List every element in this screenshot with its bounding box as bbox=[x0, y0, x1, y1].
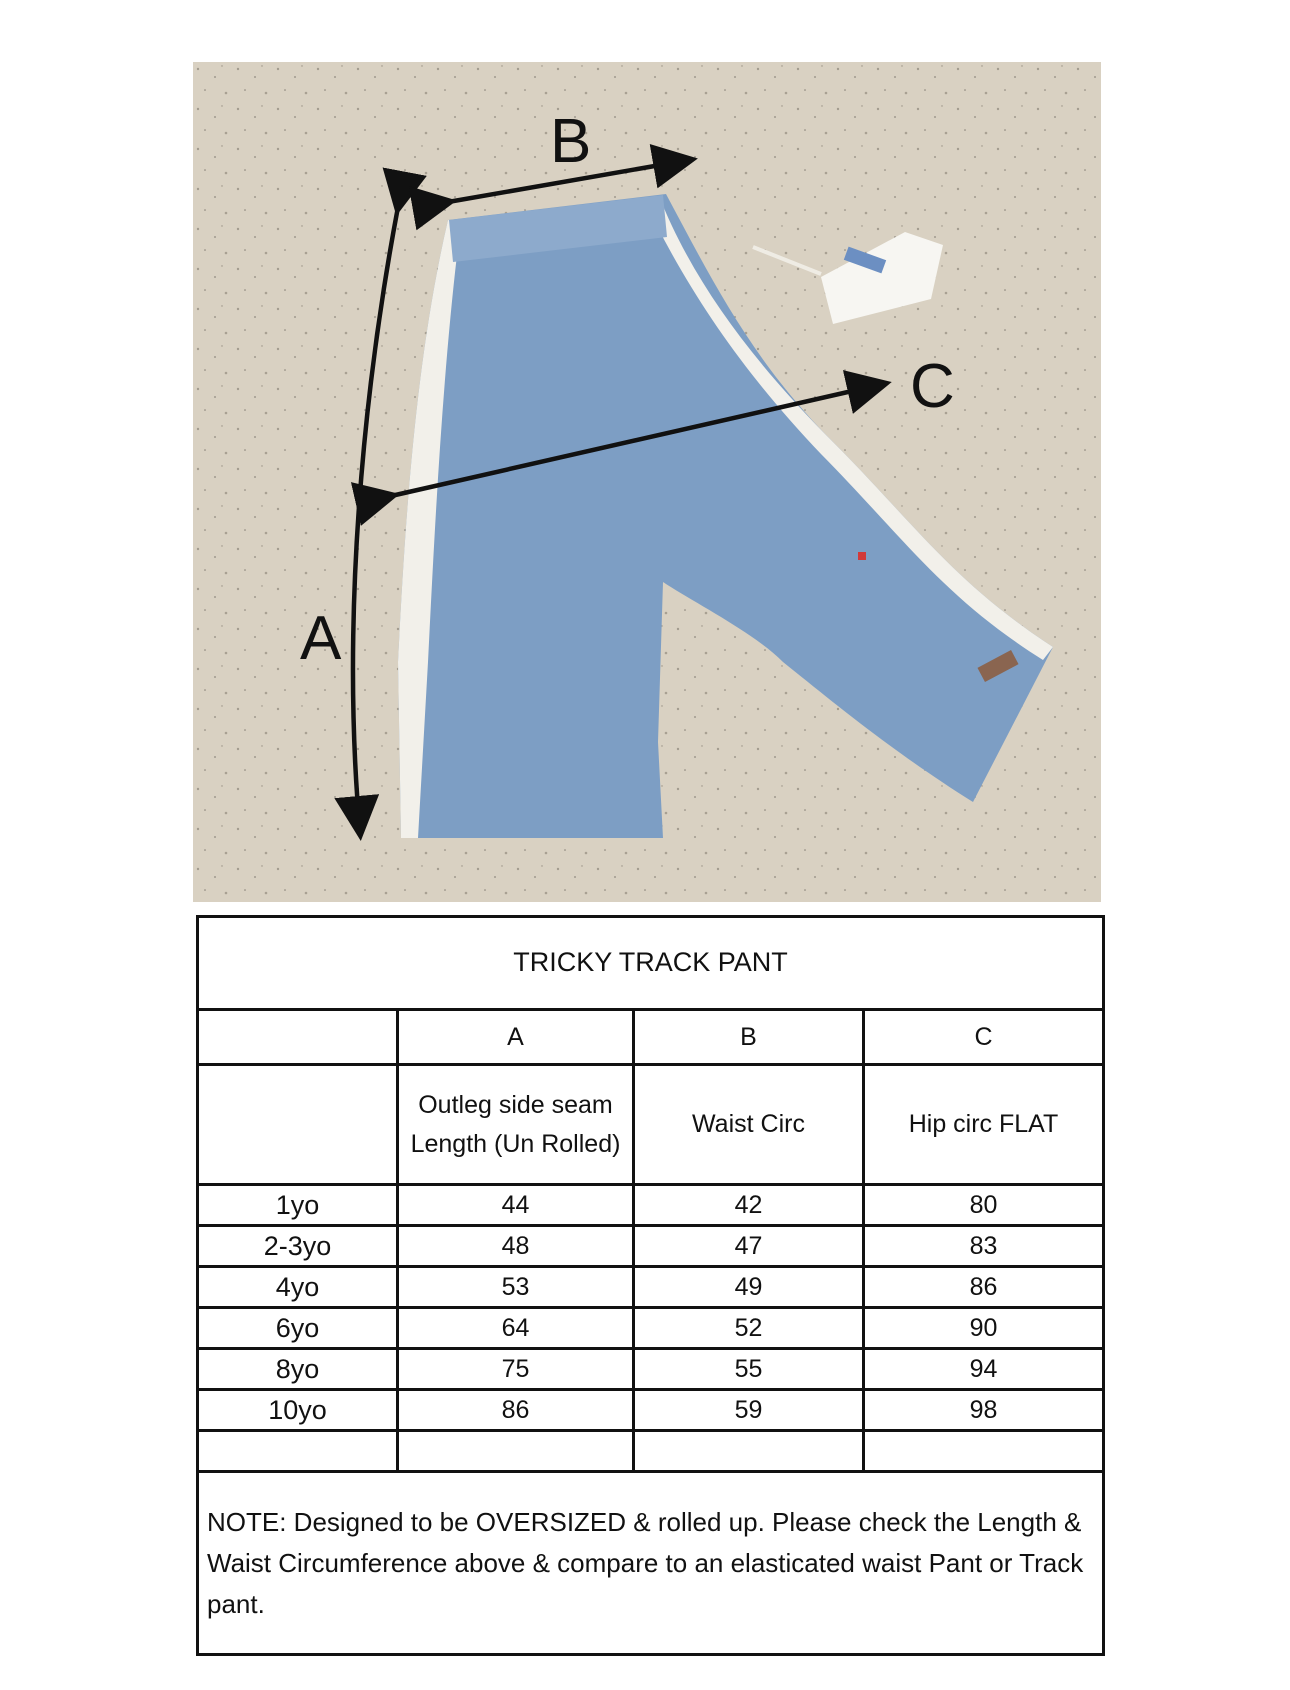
note-row bbox=[198, 1472, 1104, 1655]
table-row bbox=[198, 1308, 1104, 1349]
title-row bbox=[198, 917, 1104, 1010]
blank-row bbox=[198, 1431, 1104, 1472]
blank-cell bbox=[634, 1431, 864, 1472]
blank-cell bbox=[398, 1431, 634, 1472]
product-photo bbox=[193, 62, 1101, 902]
value-b: 49 bbox=[634, 1267, 864, 1308]
value-b: 42 bbox=[634, 1185, 864, 1226]
value-a: 64 bbox=[398, 1308, 634, 1349]
value-b: 47 bbox=[634, 1226, 864, 1267]
value-b: 55 bbox=[634, 1349, 864, 1390]
value-a: 53 bbox=[398, 1267, 634, 1308]
column-description-c: Hip circ FLAT bbox=[864, 1065, 1104, 1185]
column-description-row bbox=[198, 1065, 1104, 1185]
value-c: 94 bbox=[864, 1349, 1104, 1390]
corner-cell bbox=[198, 1010, 398, 1065]
table-row bbox=[198, 1185, 1104, 1226]
column-letter-a: A bbox=[398, 1010, 634, 1065]
measurement-diagram bbox=[193, 62, 1101, 902]
column-letter-c: C bbox=[864, 1010, 1104, 1065]
column-description-b: Waist Circ bbox=[634, 1065, 864, 1185]
size-cell: 4yo bbox=[198, 1267, 398, 1308]
label-c: C bbox=[910, 352, 955, 421]
value-c: 80 bbox=[864, 1185, 1104, 1226]
size-cell: 8yo bbox=[198, 1349, 398, 1390]
blank-cell bbox=[864, 1431, 1104, 1472]
value-c: 90 bbox=[864, 1308, 1104, 1349]
table-row bbox=[198, 1226, 1104, 1267]
value-a: 44 bbox=[398, 1185, 634, 1226]
value-c: 86 bbox=[864, 1267, 1104, 1308]
value-a: 75 bbox=[398, 1349, 634, 1390]
column-description-a: Outleg side seam Length (Un Rolled) bbox=[398, 1065, 634, 1185]
corner-cell bbox=[198, 1065, 398, 1185]
column-letter-b: B bbox=[634, 1010, 864, 1065]
size-chart-table bbox=[196, 915, 1105, 1656]
size-cell: 1yo bbox=[198, 1185, 398, 1226]
value-b: 59 bbox=[634, 1390, 864, 1431]
value-c: 83 bbox=[864, 1226, 1104, 1267]
sizing-note: NOTE: Designed to be OVERSIZED & rolled up. Please check the Length & Waist Circumference above & compare to an elasticated waist Pant or Track pant. bbox=[198, 1472, 1104, 1655]
size-cell: 2-3yo bbox=[198, 1226, 398, 1267]
table-title: TRICKY TRACK PANT bbox=[198, 917, 1104, 1010]
table-row bbox=[198, 1267, 1104, 1308]
table-row bbox=[198, 1390, 1104, 1431]
value-b: 52 bbox=[634, 1308, 864, 1349]
label-a: A bbox=[300, 604, 342, 673]
value-a: 48 bbox=[398, 1226, 634, 1267]
table-row bbox=[198, 1349, 1104, 1390]
label-b: B bbox=[550, 107, 592, 176]
column-letter-row bbox=[198, 1010, 1104, 1065]
blank-cell bbox=[198, 1431, 398, 1472]
size-cell: 6yo bbox=[198, 1308, 398, 1349]
value-c: 98 bbox=[864, 1390, 1104, 1431]
value-a: 86 bbox=[398, 1390, 634, 1431]
size-cell: 10yo bbox=[198, 1390, 398, 1431]
